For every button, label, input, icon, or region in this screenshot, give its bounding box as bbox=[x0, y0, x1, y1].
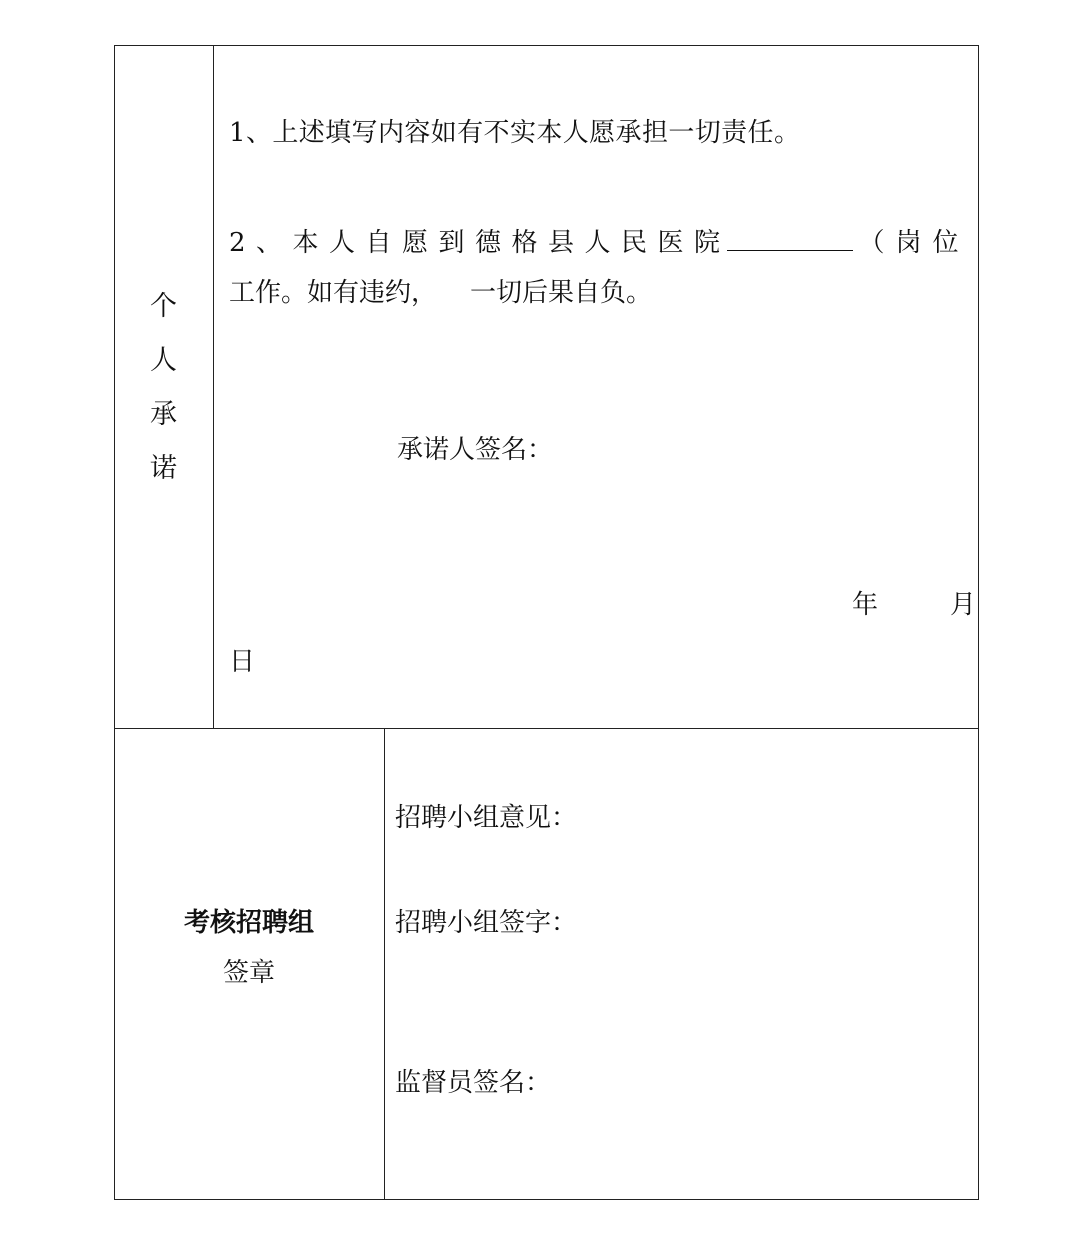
date-day: 日 bbox=[229, 647, 256, 677]
review-group-title: 考核招聘组 bbox=[183, 908, 314, 938]
table-right-border bbox=[978, 45, 979, 1200]
supervisor-signature-label: 监督员签名： bbox=[395, 1068, 552, 1098]
position-blank bbox=[727, 226, 853, 251]
pledge-item-1: 1、上述填写内容如有不实本人愿承担一切责任。 bbox=[229, 118, 801, 148]
review-column-divider bbox=[384, 728, 385, 1199]
table-top-border bbox=[114, 45, 979, 46]
group-signature-label: 招聘小组签字： bbox=[395, 908, 578, 938]
pledge-label-char-4: 诺 bbox=[150, 453, 177, 484]
pledge-column-divider bbox=[213, 45, 214, 728]
pledger-signature-label: 承诺人签名： bbox=[397, 435, 554, 465]
table-bottom-border bbox=[114, 1199, 979, 1200]
table-middle-border bbox=[114, 728, 979, 729]
pledge-label-char-2: 人 bbox=[150, 345, 177, 376]
date-year: 年 bbox=[852, 590, 879, 620]
table-left-border bbox=[114, 45, 115, 1200]
pledge-item-2-line-2: 工作。如有违约， 一切后果自负。 bbox=[229, 278, 653, 308]
pledge-label-char-1: 个 bbox=[150, 291, 177, 322]
pledge-item-2-line-1 bbox=[229, 226, 970, 258]
review-group-subtitle: 签章 bbox=[222, 958, 275, 988]
group-opinion-label: 招聘小组意见： bbox=[395, 803, 578, 833]
pledge-item-2-text: 2、本人自愿到德格县人民医院 bbox=[229, 228, 731, 258]
date-month: 月 bbox=[950, 590, 977, 620]
pledge-label-char-3: 承 bbox=[150, 399, 177, 430]
pledge-item-2-suffix: （岗位 bbox=[858, 228, 970, 258]
